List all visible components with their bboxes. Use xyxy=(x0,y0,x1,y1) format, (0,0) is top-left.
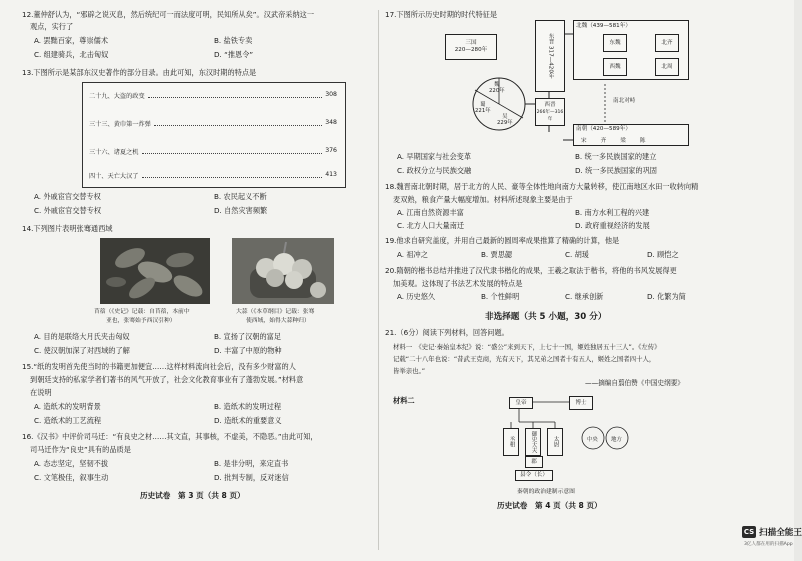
q21-material1-line3: 皆举亲也。” xyxy=(393,367,426,375)
diagram-yushi-label: 御史大夫 xyxy=(530,430,537,454)
diagram-shu-text xyxy=(475,102,491,115)
q12-option-c: C. 组建骑兵，北击匈奴 xyxy=(34,50,109,59)
q18-option-a: A. 江南自然资源丰富 xyxy=(397,208,464,217)
q15-stem-line2: 到朝廷支持的私家学者们著书的风气开放了，社会文化教育事业有了蓬勃发展。”材料意 xyxy=(30,375,304,384)
q21-material1-source: ——摘编自翦伯赞《中国史纲要》 xyxy=(585,379,684,387)
q12-option-a: A. 罢黜百家，尊崇儒术 xyxy=(34,36,109,45)
q18-stem-line2: 麦双熟，粮食产量大幅度增加。材料所述现象主要是由于 xyxy=(393,195,573,204)
diagram-qi-label: 齐 xyxy=(600,138,607,144)
q17-option-d: D. 统一多民族国家的巩固 xyxy=(575,166,657,175)
q19-option-a: A. 祖冲之 xyxy=(397,250,428,259)
diagram-xiwei-box xyxy=(603,58,627,76)
diagram-local-label: 地方 xyxy=(611,437,622,443)
diagram-taiwei-box xyxy=(547,428,563,456)
q13-option-b: B. 农民起义不断 xyxy=(214,192,267,201)
q13-stem: 13.下图所示是某部东汉史著作的部分目录。由此可知，东汉时期的特点是 xyxy=(22,68,257,77)
q14-option-a: A. 目的是联络大月氏夹击匈奴 xyxy=(34,332,130,341)
toc-page: 308 xyxy=(325,91,337,98)
diagram-bo-box xyxy=(569,396,593,410)
diagram-wu-text xyxy=(497,114,513,127)
diagram-xijin-label: 西晋 xyxy=(544,101,556,108)
alfalfa-photo xyxy=(100,238,210,304)
diagram-song-label: 宋 xyxy=(581,138,587,144)
diagram-bo-label: 博士 xyxy=(575,399,587,406)
q21-material2-label: 材料二 xyxy=(393,396,415,405)
diagram-county-label: 县令（长） xyxy=(520,472,548,478)
q20-stem-line1: 20.隋朝的楷书总结并推进了汉代隶书楷化的成果，王羲之取法于楷书，将他的书风发展得更 xyxy=(385,266,677,275)
q17-option-c: C. 政权分立与民族交融 xyxy=(397,166,472,175)
q12-option-b: B. 盐铁专卖 xyxy=(214,36,253,45)
camscanner-logo-icon: CS xyxy=(743,528,755,536)
q20-option-c: C. 继承创新 xyxy=(565,292,604,301)
toc-leader xyxy=(148,91,323,98)
q14-stem: 14.下列图片表明张骞通西域 xyxy=(22,224,113,233)
q16-option-c: C. 文笔极佳，叙事生动 xyxy=(34,473,109,482)
q14-option-b: B. 宣扬了汉朝的富足 xyxy=(214,332,282,341)
diagram-beiqi-label: 北齐 xyxy=(661,39,673,46)
garlic-caption-line1: 大蒜（《本草纲目》记载：张骞 xyxy=(236,309,315,315)
q19-option-d: D. 顾恺之 xyxy=(647,250,679,259)
q16-option-a: A. 态志坚定，坚韧不拔 xyxy=(34,459,109,468)
diagram-xiwei-label: 西魏 xyxy=(609,63,621,70)
diagram-sanguo-label: 三国 xyxy=(465,40,477,46)
page-4 xyxy=(385,6,730,554)
toc-row xyxy=(89,91,337,100)
diagram-yushi-box xyxy=(525,428,541,456)
toc-leader xyxy=(154,119,322,126)
diagram-beizhou-label: 北周 xyxy=(661,63,673,70)
diagram-shu-label: 蜀 xyxy=(480,102,486,108)
toc-row xyxy=(89,119,337,128)
q13-option-a: A. 外戚宦官交替专权 xyxy=(34,192,101,201)
toc-title: 三十六、诸夏之机 xyxy=(89,149,139,156)
diagram-chengxiang-box xyxy=(503,428,519,456)
q15-option-c: C. 造纸术的工艺流程 xyxy=(34,416,102,425)
alfalfa-caption-line2: 亚也，张骞始予西汉引种） xyxy=(106,318,176,324)
q20-option-a: A. 历史悠久 xyxy=(397,292,436,301)
diagram-nanbei-label: 南北对峙 xyxy=(613,98,636,104)
q20-option-b: B. 个性鲜明 xyxy=(481,292,520,301)
toc-page: 413 xyxy=(325,171,337,178)
q18-option-c: C. 北方人口大量南迁 xyxy=(397,221,465,230)
toc-row xyxy=(89,171,337,180)
garlic-caption-line2: 使西域，始得大蒜种归） xyxy=(246,318,310,324)
q20-stem-line2: 加美观。这体现了书法艺术发展的特点是 xyxy=(393,279,523,288)
diagram-central-label: 中央 xyxy=(587,437,598,443)
q21-material1-line2: 记载“二十八年也说：“昔武王克商，光有天下，其兄弟之国者十有五人，姬姓之国者四十人， xyxy=(393,355,656,363)
diagram-dongwei-label: 东魏 xyxy=(609,39,621,46)
diagram-wu-label: 吴 xyxy=(502,114,508,120)
q14-option-d: D. 丰富了中原的物种 xyxy=(214,346,282,355)
q19-option-b: B. 贾思勰 xyxy=(481,250,513,259)
diagram-sanguo-box xyxy=(445,34,497,60)
diagram-xijin-box xyxy=(535,98,565,126)
page-3 xyxy=(22,6,368,554)
diagram-southern-sequence xyxy=(581,136,645,144)
diagram-dongjin-label: 东晋 317—420年 xyxy=(547,33,554,79)
q18-stem-line1: 18.魏晋南北朝时期，居于北方的人民、豪等全体性地向南方大量转移，使江南地区水田一收转向精 xyxy=(385,182,699,191)
toc-leader xyxy=(142,147,323,154)
diagram-beizhou-box xyxy=(655,58,679,76)
q16-stem-line1: 16.《汉书》中评价司马迁：“有良史之材……其文直，其事核，不虚美，不隐恶。”由此可知， xyxy=(22,432,318,441)
diagram-wei-text xyxy=(489,82,505,95)
toc-title: 三十三、黄巾第一炸弹 xyxy=(89,121,151,128)
q16-stem-line2: 司马迁作为“良史”具有的品质是 xyxy=(30,445,131,454)
q12-stem-line2: 观点，实行了 xyxy=(30,22,74,31)
q15-option-d: D. 造纸术的重要意义 xyxy=(214,416,282,425)
q20-option-d: D. 化繁为简 xyxy=(647,292,686,301)
q13-option-c: C. 外戚宦官交替专权 xyxy=(34,206,102,215)
page-footer: 历史试卷 第 3 页（共 8 页） xyxy=(140,491,245,500)
q15-option-a: A. 造纸术的发明背景 xyxy=(34,402,101,411)
q15-stem-line1: 15.“纸的发明首先使当时的书籍更加便宜……这样材料流向社会后，没有多少财富的人 xyxy=(22,362,296,371)
diagram-jun-label: 郡 xyxy=(531,458,537,465)
q12-stem-line1: 12.董仲舒认为，“邪辟之说灭息，然后统纪可一而法度可明，民知所从矣”。汉武帝采纳这一 xyxy=(22,10,315,19)
diagram-wu-years: 229年 xyxy=(497,120,513,127)
q19-stem: 19.他求自研究盖度，并用自己最新的圆周率成果推算了精确的计算，他是 xyxy=(385,236,620,245)
diagram-emperor-label: 皇帝 xyxy=(515,399,527,406)
q13-table-of-contents xyxy=(82,82,346,188)
q12-option-d: D. “推恩令” xyxy=(214,50,254,59)
garlic-photo xyxy=(232,238,334,304)
diagram-chengxiang-label: 丞相 xyxy=(508,436,515,448)
q15-stem-line3: 在说明 xyxy=(30,388,52,397)
diagram-taiwei-label: 太尉 xyxy=(552,436,559,448)
diagram-dongjin-box xyxy=(535,20,565,92)
q18-option-b: B. 南方水利工程的兴建 xyxy=(575,208,650,217)
toc-title: 二十九、大盗的政变 xyxy=(89,93,145,100)
camscanner-brand: 扫描全能王 xyxy=(759,528,802,538)
q14-option-c: C. 使汉朝加深了对西域的了解 xyxy=(34,346,130,355)
toc-row xyxy=(89,147,337,156)
q16-option-d: D. 批判专制，反对迷信 xyxy=(214,473,289,482)
toc-title: 四十、天亡大汉了 xyxy=(89,173,139,180)
alfalfa-caption-line1: 苜蓿（《史记》记载：自苜蓿，本前中 xyxy=(94,309,190,315)
diagram-chen-label: 陈 xyxy=(639,138,646,144)
diagram-northern-label: 北魏（439—581年） xyxy=(576,23,631,29)
q19-option-c: C. 胡瑗 xyxy=(565,250,589,259)
q15-option-b: B. 造纸术的发明过程 xyxy=(214,402,282,411)
diagram-emperor-box xyxy=(509,397,533,409)
q18-option-d: D. 政府重视经济的发展 xyxy=(575,221,650,230)
diagram-county-box xyxy=(515,470,553,481)
q21-stem: 21.（6分）阅读下列材料，回答问题。 xyxy=(385,328,509,337)
page-divider xyxy=(378,10,379,550)
diagram-beiqi-box xyxy=(655,34,679,52)
diagram-shu-years: 221年 xyxy=(475,108,491,115)
toc-page: 348 xyxy=(325,119,337,126)
toc-leader xyxy=(142,171,323,178)
diagram-wei-label: 魏 xyxy=(494,82,500,88)
diagram-nanchao-label: 南朝（420—589年） xyxy=(576,126,631,132)
diagram-jun-box xyxy=(525,456,543,468)
q17-option-b: B. 统一多民族国家的建立 xyxy=(575,152,657,161)
q17-option-a: A. 早期国家与社会变革 xyxy=(397,152,472,161)
toc-page: 376 xyxy=(325,147,337,154)
q17-period-diagram xyxy=(445,20,695,146)
diagram-wei-years: 220年 xyxy=(489,88,505,95)
qin-diagram-caption: 秦朝的政治建制示意图 xyxy=(517,489,575,495)
diagram-xijin-years: 266年—316年 xyxy=(536,109,564,122)
diagram-dongwei-box xyxy=(603,34,627,52)
diagram-sanguo-years: 220—280年 xyxy=(454,47,488,53)
page-footer: 历史试卷 第 4 页（共 8 页） xyxy=(497,501,602,510)
section-title-non-choice: 非选择题（共 5 小题，30 分） xyxy=(485,312,607,322)
camscanner-tagline: 3亿人都在用的扫描App xyxy=(744,542,793,547)
qin-political-system-diagram xyxy=(503,394,633,486)
q21-material1-line1: 材料一 《史记·秦始皇本纪》说：“盛公”来到天下，上七十一国，姬姓独居五十三人”。《左传》 xyxy=(393,343,661,351)
q13-option-d: D. 自然灾害频繁 xyxy=(214,206,268,215)
diagram-liang-label: 梁 xyxy=(620,138,626,144)
q17-stem: 17.下图所示历史时期的时代特征是 xyxy=(385,10,498,19)
q16-option-b: B. 是非分明，来定直书 xyxy=(214,459,289,468)
